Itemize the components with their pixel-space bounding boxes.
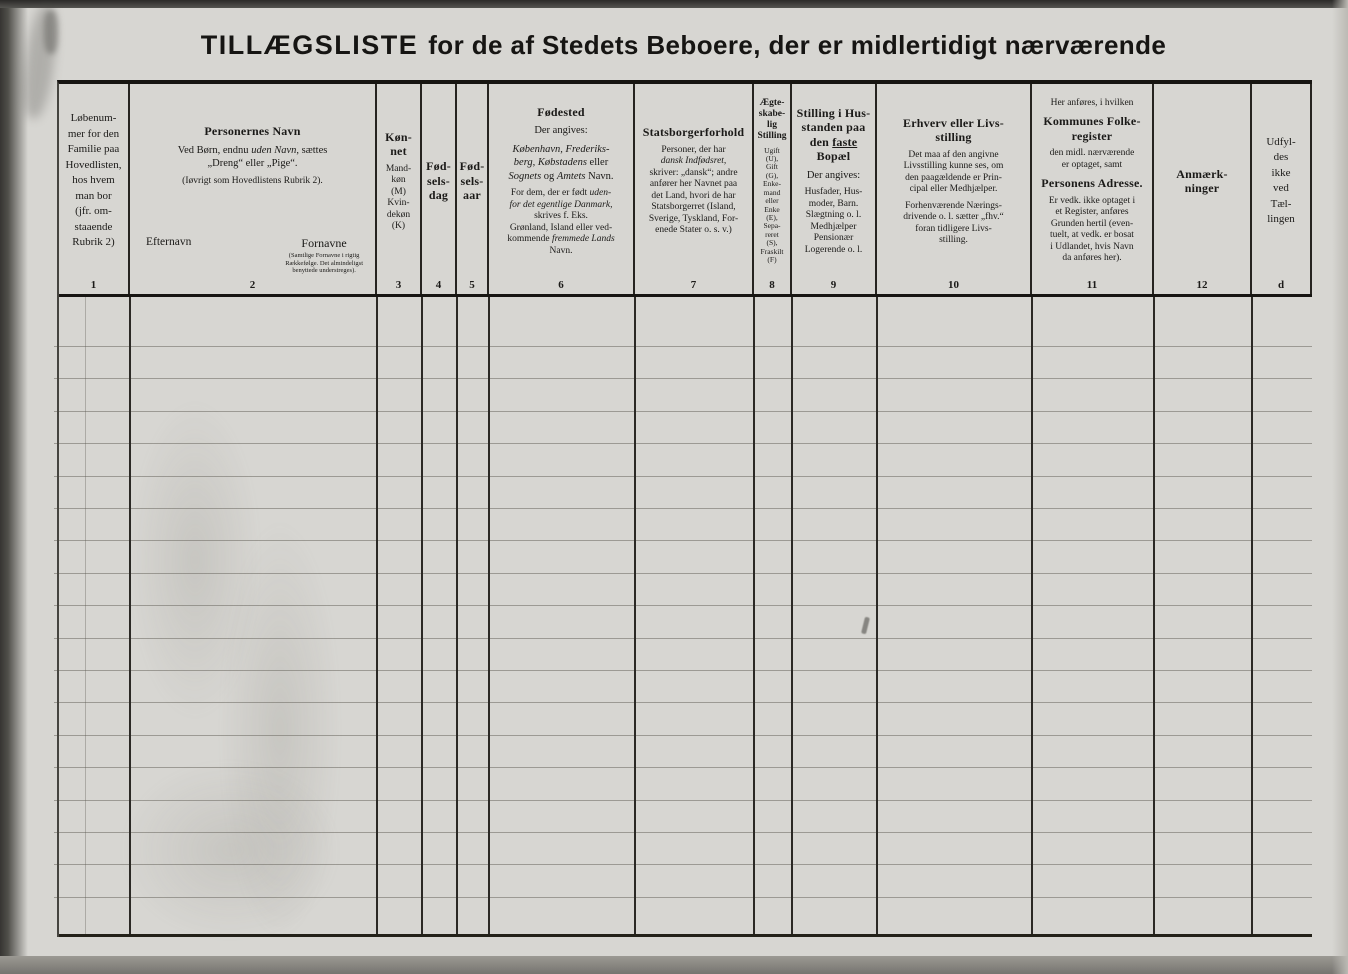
column-header-8	[754, 84, 792, 294]
header-text-block	[534, 124, 587, 138]
firstnames-note-line: benyttede understreges).	[292, 266, 356, 274]
header-text-line: den paagældende er Prin-	[905, 172, 1002, 183]
header-text-segment: , sættes	[296, 144, 328, 156]
header-text-line: Hovedlisten,	[65, 158, 122, 171]
header-text-segment: faste	[832, 134, 858, 149]
header-text-line: skabe-	[758, 108, 786, 119]
column-line	[376, 297, 378, 934]
header-text-block	[1266, 135, 1295, 228]
column-line	[753, 297, 755, 934]
firstnames-note-line: (Samtlige Fornavne i rigtig	[288, 252, 360, 260]
column-number: 10	[948, 279, 959, 291]
header-text-line: Bopæl	[816, 149, 851, 164]
header-text-block	[507, 188, 614, 257]
header-text-block	[1049, 196, 1135, 265]
firstnames-title: Fornavne	[301, 236, 347, 251]
column-header-content	[489, 84, 633, 294]
column-header-6	[489, 84, 635, 294]
scan-edge-top	[0, 0, 1348, 8]
column-line	[1251, 297, 1253, 934]
header-text-line: Slægtning o. l.	[805, 210, 862, 221]
header-text-line: cipal eller Medhjælper.	[909, 184, 998, 194]
header-text-line: net	[390, 144, 407, 158]
column-header-1	[59, 84, 130, 294]
header-text-line: foran tidligere Livs-	[915, 223, 992, 234]
header-text-line	[797, 135, 871, 150]
column-header-content	[1032, 84, 1152, 294]
header-text-line: et Register, anføres	[1055, 207, 1129, 217]
column-number: 2	[249, 279, 256, 291]
header-text-line: køn	[391, 175, 406, 185]
header-text-line: anfører her Navnet paa	[649, 179, 738, 190]
header-text-segment: berg, Købstadens	[513, 157, 587, 169]
header-text-line: Det maa af den angivne	[908, 149, 999, 160]
header-text-line: Medhjælper	[810, 221, 857, 232]
column-header-10	[877, 84, 1032, 294]
table-header-row	[59, 84, 1312, 297]
header-text-line: lingen	[1267, 213, 1295, 225]
column-line	[456, 297, 458, 934]
header-text-line	[178, 144, 328, 158]
header-text-line	[509, 143, 614, 157]
header-text-line: skrives f. Eks.	[534, 211, 588, 222]
header-text-line: den midl. nærværende	[1049, 148, 1135, 158]
column-header-content	[422, 84, 455, 294]
header-text-line: stilling	[935, 130, 972, 144]
column-header-content	[1154, 84, 1250, 294]
header-text-block	[537, 105, 585, 120]
header-text-line: staaende	[74, 220, 113, 233]
firstnames-note	[285, 252, 363, 274]
header-text-line	[507, 200, 614, 212]
column-header-content	[635, 84, 752, 294]
header-text-line: moder, Barn.	[808, 198, 859, 209]
header-text-line: stilling.	[939, 235, 968, 245]
column-number: 5	[469, 279, 475, 291]
column-header-content	[377, 84, 420, 294]
header-text-line: drivende o. l. sætter „fhv.“	[903, 212, 1004, 222]
header-text-block	[797, 106, 871, 164]
header-text-line: mand	[763, 187, 781, 197]
column-header-11	[1032, 84, 1154, 294]
column-number: 11	[1086, 279, 1098, 291]
column-header-7	[635, 84, 754, 294]
header-text-line: Statsborgerret (Island,	[651, 202, 736, 213]
header-text-line: Tæl-	[1270, 197, 1292, 210]
header-text-line: standen paa	[801, 120, 866, 135]
header-text-line: Anmærk-	[1176, 166, 1228, 181]
header-text-line: Forhenværende Nærings-	[905, 200, 1002, 211]
column-line	[791, 297, 793, 934]
header-text-block	[1041, 176, 1142, 191]
header-text-line: (K)	[391, 221, 406, 231]
header-text-line: des	[1273, 151, 1289, 163]
header-text-line: man bor	[75, 189, 112, 202]
header-text-line: Sepa-	[763, 221, 781, 231]
header-text-line: Rubrik 2)	[72, 236, 115, 249]
header-text-segment: for det egentlige Danmark,	[509, 199, 613, 210]
header-text-line: Ægte-	[759, 97, 785, 108]
header-text-line: Stilling i Hus-	[796, 105, 871, 120]
header-text-line: lig	[766, 119, 777, 130]
header-text-line: ved	[1273, 182, 1289, 194]
header-text-block	[1051, 98, 1134, 110]
surname-label: Efternavn	[146, 236, 192, 249]
column-header-9	[792, 84, 877, 294]
header-text-line: Mand-	[385, 163, 412, 174]
header-text-segment: dansk Indfødsret,	[660, 156, 727, 167]
header-text-line: (jfr. om-	[75, 205, 112, 218]
header-text-line: ninger	[1184, 181, 1220, 195]
header-text-segment: For dem, der er født	[510, 188, 590, 199]
header-text-block	[649, 145, 738, 237]
header-text-block	[757, 98, 786, 142]
column-header-d	[1252, 84, 1312, 294]
column-header-2	[130, 84, 377, 294]
firstnames-note-line: Rækkefølge. Det almindeligst	[285, 259, 363, 267]
header-text-line: Sverige, Tyskland, For-	[648, 213, 739, 224]
header-text-block	[807, 169, 860, 183]
surname-firstname-labels	[132, 230, 373, 274]
header-text-line: Personer, der har	[661, 144, 726, 155]
header-text-block	[1050, 148, 1135, 171]
header-text-line: skriver: „dansk“; andre	[649, 167, 738, 178]
column-header-content	[59, 84, 128, 294]
header-text-line: det Land, hvori de har	[651, 190, 736, 201]
scan-edge-left	[0, 0, 30, 974]
header-text-block	[761, 147, 784, 265]
row-line	[54, 346, 1312, 347]
header-text-line: Grønland, Island eller ved-	[509, 222, 613, 233]
header-text-line	[509, 156, 614, 170]
column-header-content	[130, 84, 375, 294]
column-line	[876, 297, 878, 934]
header-text-line: Personens Adresse.	[1041, 176, 1143, 190]
header-text-line: Udfyl-	[1266, 135, 1296, 148]
header-text-line	[507, 188, 614, 200]
header-text-block	[178, 144, 328, 171]
column-number: 8	[769, 279, 775, 291]
column-number: 4	[435, 279, 442, 291]
header-text-block	[509, 143, 614, 184]
header-text-block	[385, 130, 412, 159]
header-text-block	[66, 111, 122, 251]
header-text-line: (S),	[766, 238, 778, 248]
header-text-block	[1176, 167, 1227, 196]
header-text-line: Enke-	[763, 179, 781, 189]
scan-edge-right	[1332, 0, 1348, 974]
header-text-segment: Amtets	[556, 170, 586, 182]
scan-smudge	[120, 760, 340, 940]
column-header-content	[754, 84, 790, 294]
header-text-line: Der angives:	[806, 169, 861, 181]
header-text-block	[204, 124, 300, 139]
header-text-line: Der angives:	[534, 125, 588, 137]
header-text-line: sels-	[427, 173, 450, 188]
header-text-line: Fødested	[537, 104, 585, 119]
header-text-line: tuelt, at vedk. er bosat	[1050, 230, 1134, 240]
header-text-line: Ugift	[764, 145, 780, 155]
header-text-line: er optaget, samt	[1061, 159, 1123, 170]
header-text-line: Er vedk. ikke optaget i	[1048, 195, 1136, 206]
form-title-rest: for de af Stedets Beboere, der er midlertidigt nærværende	[428, 30, 1167, 60]
header-text-segment: kommende	[507, 234, 552, 245]
header-text-line: Logerende o. l.	[804, 244, 863, 255]
header-text-line: reret	[765, 229, 779, 239]
header-text-block	[643, 125, 745, 140]
header-text-line: mer for den	[67, 127, 120, 140]
column-header-content	[877, 84, 1030, 294]
header-text-line: hos hvem	[72, 174, 115, 187]
header-text-block	[904, 150, 1004, 196]
header-text-line: (U),	[765, 154, 779, 164]
header-text-line: Gift	[765, 162, 779, 172]
header-text-line: Fraskilt	[760, 246, 784, 256]
header-text-line: Grunden hertil (even-	[1050, 218, 1134, 229]
column-number: d	[1277, 279, 1285, 291]
row-line	[54, 378, 1312, 379]
column-line	[1153, 297, 1155, 934]
header-text-line: enede Stater o. s. v.)	[655, 225, 732, 236]
header-text-segment: Navn.	[585, 170, 614, 182]
column-number: 3	[395, 279, 402, 291]
column-inner-line	[85, 297, 86, 934]
header-text-line: ikke	[1271, 166, 1291, 179]
header-text-segment: Sognets	[508, 170, 542, 182]
header-text-line	[204, 124, 300, 139]
column-header-4	[422, 84, 457, 294]
column-header-3	[377, 84, 422, 294]
header-text-line: eller	[765, 196, 779, 206]
header-text-line: Kvin-	[387, 198, 410, 208]
header-text-line: Løbenum-	[70, 112, 117, 125]
scan-edge-bottom	[0, 956, 1348, 974]
header-text-line	[649, 156, 738, 168]
column-header-content	[792, 84, 875, 294]
header-text-line: aar	[463, 188, 481, 203]
header-text-line: Køn-	[385, 129, 412, 144]
header-text-block	[903, 116, 1004, 145]
header-text-segment: uden-	[589, 188, 612, 199]
header-text-segment: eller	[586, 157, 609, 169]
form-title-lead: TILLÆGSLISTE	[200, 30, 419, 60]
header-text-line: Erhverv eller Livs-	[903, 115, 1004, 130]
header-text-block	[426, 159, 451, 203]
header-text-line: (G),	[765, 170, 779, 180]
header-text-line: Fød-	[459, 159, 485, 174]
header-text-line: Livsstilling kunne ses, om	[903, 161, 1004, 171]
header-text-line: (M)	[391, 186, 406, 197]
header-text-block	[1043, 114, 1140, 143]
header-text-line: Familie paa	[67, 143, 120, 156]
header-text-segment: fremmede Lands	[551, 234, 615, 245]
header-text-line: dekøn	[386, 209, 411, 220]
header-text-segment: den	[809, 134, 833, 149]
header-text-line: Enke	[764, 204, 780, 214]
header-text-line: da anføres her).	[1062, 253, 1122, 263]
form-title	[57, 28, 1310, 62]
header-text-line: Stilling	[757, 130, 787, 141]
column-header-5	[457, 84, 489, 294]
header-text-block	[903, 201, 1003, 247]
header-text-line: „Dreng“ eller „Pige“.	[207, 158, 298, 169]
column-number: 12	[1196, 279, 1208, 291]
header-text-line: register	[1071, 128, 1113, 143]
header-text-line: Statsborgerforhold	[642, 125, 745, 140]
header-text-segment: København, Frederiks-	[512, 143, 610, 155]
column-line	[634, 297, 636, 934]
header-text-line: (Iøvrigt som Hovedlistens Rubrik 2).	[182, 175, 323, 186]
header-text-line: Kommunes Folke-	[1043, 114, 1141, 128]
header-text-segment: uden Navn	[251, 144, 297, 156]
column-number: 6	[558, 279, 564, 291]
header-text-line: sels-	[460, 173, 484, 188]
scan-artifact-blob	[44, 10, 58, 54]
header-text-line: (F)	[767, 254, 777, 264]
column-number: 7	[690, 279, 697, 291]
header-text-line: dag	[428, 188, 449, 203]
column-line	[421, 297, 423, 934]
header-text-line	[507, 234, 614, 246]
column-number: 1	[90, 279, 97, 291]
column-header-content	[1252, 84, 1310, 294]
column-header-content	[457, 84, 487, 294]
column-line	[1031, 297, 1033, 934]
header-text-line: Her anføres, i hvilken	[1050, 97, 1134, 108]
header-text-block	[386, 164, 411, 233]
header-text-segment: Ved Børn, endnu	[177, 144, 252, 156]
header-text-block	[460, 159, 485, 203]
header-text-segment: Personernes Navn	[204, 124, 301, 138]
firstnames-label	[285, 236, 363, 274]
header-text-line: Husfader, Hus-	[804, 187, 863, 198]
header-text-line: Pensionær	[813, 233, 854, 244]
header-text-block	[805, 187, 863, 256]
header-text-line: Fød-	[426, 159, 451, 174]
column-header-12	[1154, 84, 1252, 294]
column-line	[488, 297, 490, 934]
header-text-block	[182, 176, 323, 188]
header-text-line	[509, 170, 614, 184]
header-text-line: i Udlandet, hvis Navn	[1050, 241, 1134, 252]
header-text-line: (E),	[766, 212, 778, 222]
header-text-segment: og	[541, 170, 557, 182]
column-number: 9	[830, 279, 837, 291]
header-text-line: Navn.	[549, 245, 573, 256]
